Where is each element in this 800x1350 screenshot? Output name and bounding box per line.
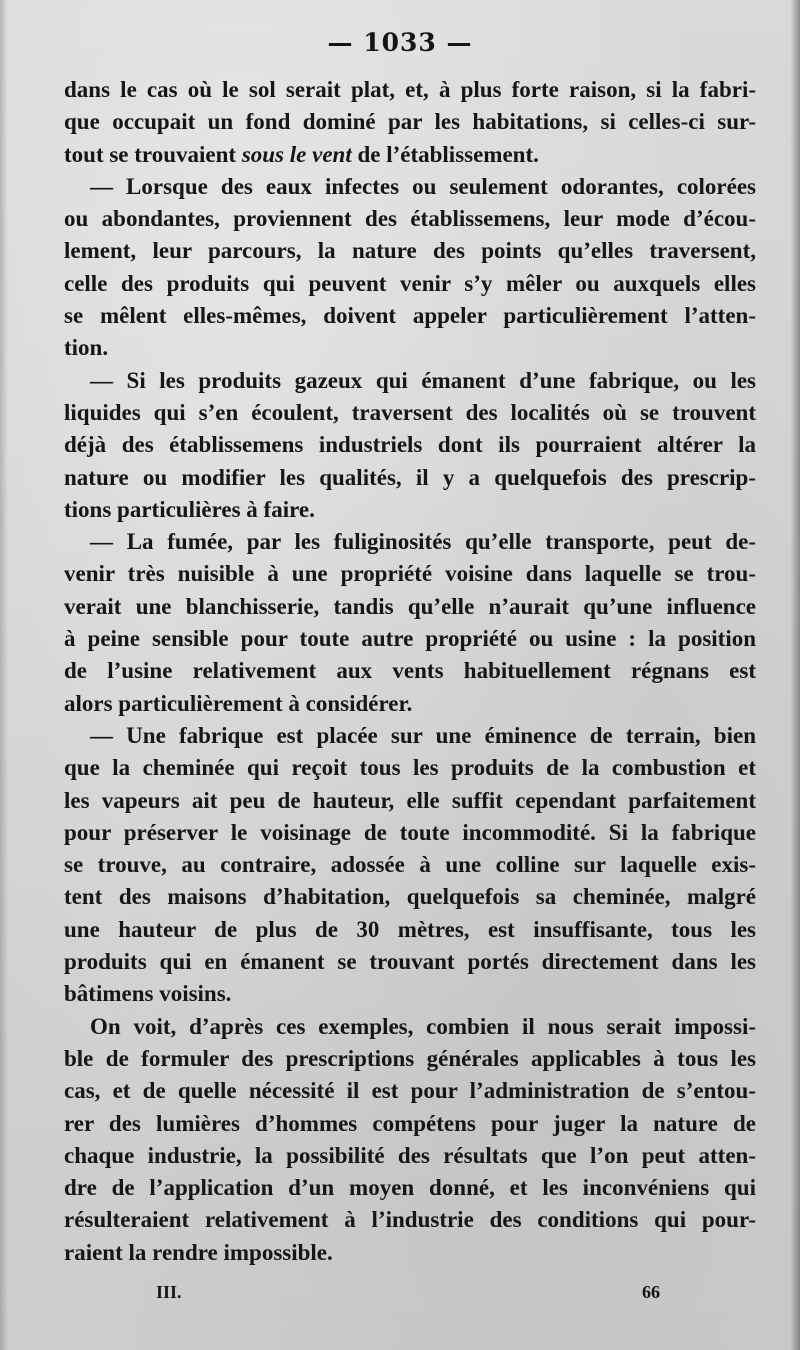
text-line: de l’usine relativement aux vents habituellement régnans est (64, 658, 756, 684)
text-line: tent des maisons d’habitation, quelquefois sa cheminée, malgré (64, 884, 756, 910)
text-line: pour préserver le voisinage de toute incommodité. Si la fabrique (64, 819, 756, 845)
text-line: ou abondantes, proviennent des établissemens, leur mode d’écou- (64, 206, 756, 232)
text-line: rer des lumières d’hommes compétens pour juger la nature de (64, 1110, 756, 1136)
text-line: On voit, d’après ces exemples, combien il nous serait impossi- (90, 1013, 756, 1039)
text-line: cas, et de quelle nécessité il est pour l’administration de s’entou- (64, 1078, 756, 1104)
text-line: se trouve, au contraire, adossée à une colline sur laquelle exis- (64, 852, 756, 878)
text-line: dre de l’application d’un moyen donné, et les inconvéniens qui (64, 1175, 756, 1201)
text-line: déjà des établissemens industriels dont ils pourraient altérer la (64, 432, 756, 458)
text-line: — Si les produits gazeux qui émanent d’une fabrique, ou les (90, 367, 756, 393)
text-line: que occupait un fond dominé par les habitations, si celles-ci sur- (64, 109, 756, 135)
text-line: tions particulières à faire. (64, 496, 315, 522)
text-line: tion. (64, 335, 109, 361)
text-segment: de l’établissement. (351, 141, 539, 167)
text-line: les vapeurs ait peu de hauteur, elle suffit cependant parfaitement (64, 787, 756, 813)
text-line (64, 139, 756, 171)
text-line: — La fumée, par les fuliginosités qu’elle transporte, peut de- (90, 529, 756, 555)
emphasized-text: sous le vent (241, 141, 352, 167)
text-line: celle des produits qui peuvent venir s’y mêler ou auxquels elles (64, 270, 756, 296)
page-footer (0, 1282, 800, 1312)
page-number: — 1033 — (327, 28, 473, 57)
text-line: venir très nuisible à une propriété voisine dans laquelle se trou- (64, 561, 756, 587)
body-text (64, 74, 756, 1269)
text-line: produits qui en émanent se trouvant portés directement dans les (64, 949, 756, 975)
text-line: verait une blanchisserie, tandis qu’elle n’aurait qu’une influence (64, 593, 756, 619)
text-line: dans le cas où le sol serait plat, et, à plus forte raison, si la fabri- (64, 77, 756, 102)
text-line: raient la rendre impossible. (64, 1239, 333, 1265)
text-line: résulteraient relativement à l’industrie des conditions qui pour- (64, 1207, 756, 1233)
text-line: que la cheminée qui reçoit tous les produits de la combustion et (64, 755, 756, 781)
text-line: — Une fabrique est placée sur une éminence de terrain, bien (90, 722, 756, 748)
text-line: ble de formuler des prescriptions générales applicables à tous les (64, 1045, 756, 1071)
text-line: une hauteur de plus de 30 mètres, est insuffisante, tous les (64, 916, 756, 942)
text-line: — Lorsque des eaux infectes ou seulement odorantes, colorées (90, 173, 756, 199)
text-line: à peine sensible pour toute autre propriété ou usine : la position (64, 626, 756, 652)
text-segment: tout se trouvaient (64, 141, 242, 167)
text-line: alors particulièrement à considérer. (64, 690, 413, 716)
text-line: bâtimens voisins. (64, 981, 232, 1007)
signature-mark: III. (156, 1282, 182, 1302)
text-line: liquides qui s’en écoulent, traversent des localités où se trouvent (64, 399, 756, 425)
text-line: lement, leur parcours, la nature des points qu’elles traversent, (64, 238, 756, 264)
text-line: chaque industrie, la possibilité des résultats que l’on peut atten- (64, 1142, 756, 1168)
text-line: se mêlent elles-mêmes, doivent appeler particulièrement l’atten- (64, 303, 756, 329)
text-line: nature ou modifier les qualités, il y a quelquefois des prescrip- (64, 464, 756, 490)
sheet-number: 66 (642, 1282, 660, 1302)
